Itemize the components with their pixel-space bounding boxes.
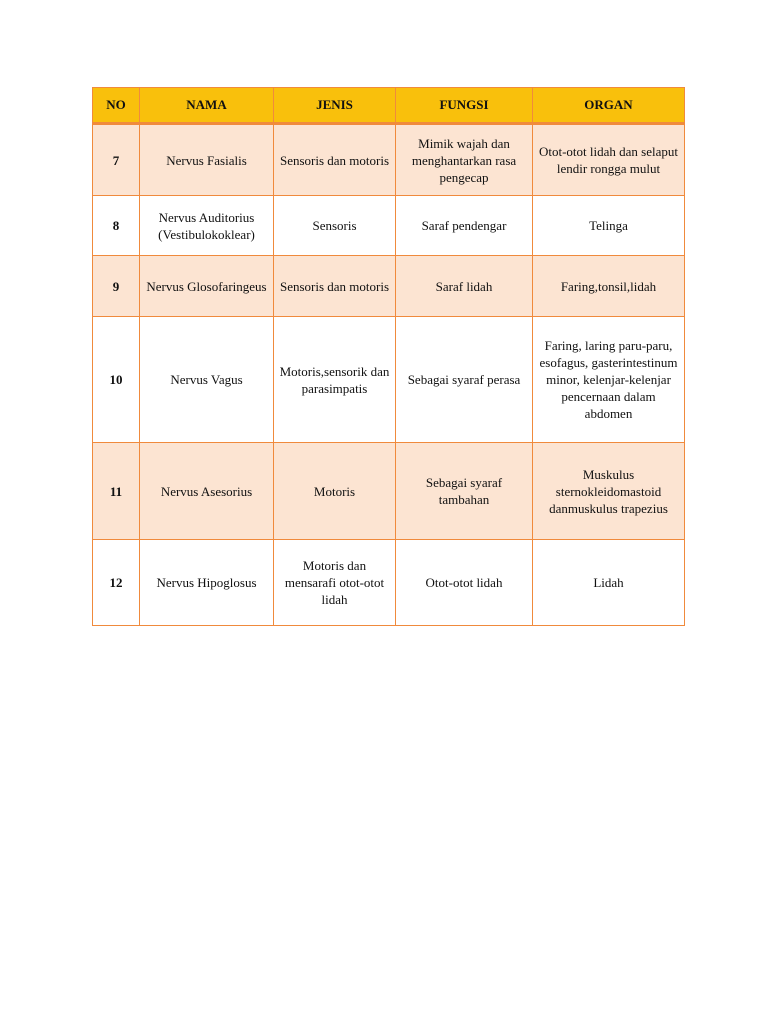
cell-no: 12: [93, 540, 140, 626]
cell-organ: Lidah: [533, 540, 685, 626]
table-header: [93, 88, 685, 124]
cell-no: 7: [93, 124, 140, 196]
cell-jenis: Sensoris dan motoris: [274, 256, 396, 317]
header-jenis: JENIS: [274, 88, 396, 124]
cell-fungsi: Sebagai syaraf perasa: [396, 317, 533, 443]
cell-nama: Nervus Asesorius: [140, 443, 274, 540]
cell-nama: Nervus Auditorius (Vestibulokoklear): [140, 196, 274, 256]
cell-jenis: Sensoris: [274, 196, 396, 256]
table-row: [93, 256, 685, 317]
header-fungsi: FUNGSI: [396, 88, 533, 124]
header-no: NO: [93, 88, 140, 124]
cell-no: 11: [93, 443, 140, 540]
table-row: [93, 443, 685, 540]
cell-nama: Nervus Glosofaringeus: [140, 256, 274, 317]
cell-fungsi: Mimik wajah dan menghantarkan rasa pengecap: [396, 124, 533, 196]
cell-no: 9: [93, 256, 140, 317]
cell-jenis: Motoris dan mensarafi otot-otot lidah: [274, 540, 396, 626]
cell-no: 10: [93, 317, 140, 443]
cell-organ: Faring, laring paru-paru, esofagus, gasterintestinum minor, kelenjar-kelenjar pencernaan dalam abdomen: [533, 317, 685, 443]
cell-organ: Telinga: [533, 196, 685, 256]
header-organ: ORGAN: [533, 88, 685, 124]
cell-fungsi: Otot-otot lidah: [396, 540, 533, 626]
cell-nama: Nervus Fasialis: [140, 124, 274, 196]
table-row: [93, 124, 685, 196]
cell-nama: Nervus Vagus: [140, 317, 274, 443]
cell-fungsi: Saraf lidah: [396, 256, 533, 317]
cranial-nerve-table: [92, 87, 685, 626]
cell-no: 8: [93, 196, 140, 256]
cell-jenis: Motoris: [274, 443, 396, 540]
table-row: [93, 196, 685, 256]
cell-nama: Nervus Hipoglosus: [140, 540, 274, 626]
cell-organ: Faring,tonsil,lidah: [533, 256, 685, 317]
table-body: [93, 124, 685, 626]
table-row: [93, 317, 685, 443]
cell-organ: Muskulus sternokleidomastoid danmuskulus trapezius: [533, 443, 685, 540]
cell-jenis: Sensoris dan motoris: [274, 124, 396, 196]
cell-jenis: Motoris,sensorik dan parasimpatis: [274, 317, 396, 443]
table-row: [93, 540, 685, 626]
header-nama: NAMA: [140, 88, 274, 124]
header-row: [93, 88, 685, 124]
cell-fungsi: Sebagai syaraf tambahan: [396, 443, 533, 540]
cell-organ: Otot-otot lidah dan selaput lendir rongga mulut: [533, 124, 685, 196]
cell-fungsi: Saraf pendengar: [396, 196, 533, 256]
